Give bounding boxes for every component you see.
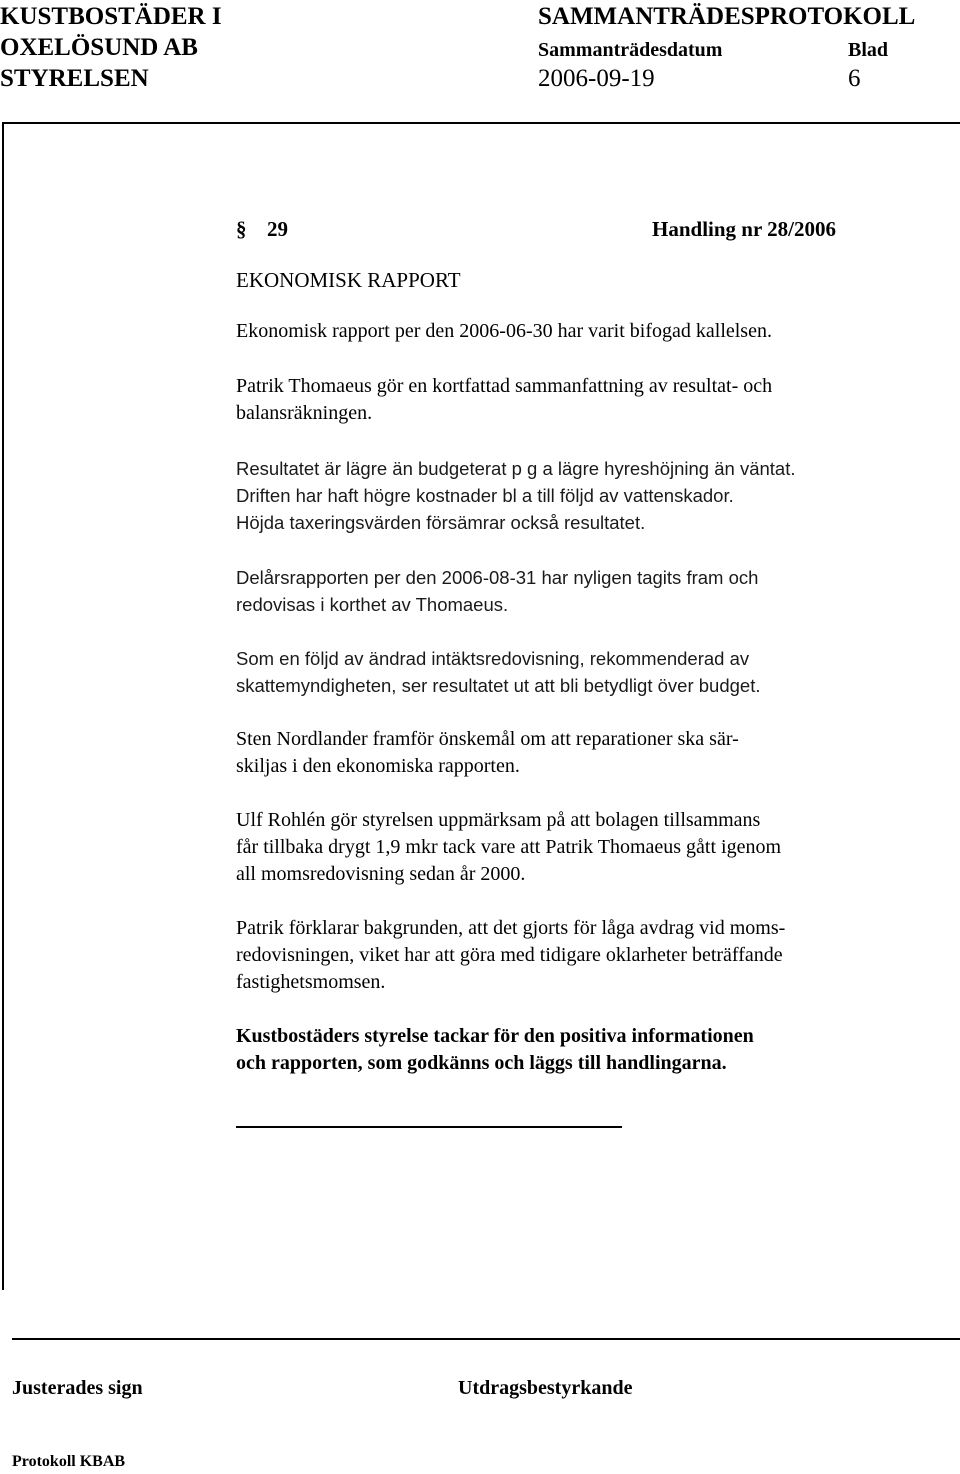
org-name-line2: OXELÖSUND AB: [0, 34, 198, 61]
paragraph-revenue-recognition: [236, 645, 760, 699]
left-margin-rule: [2, 122, 4, 1290]
paragraph-summary: [236, 373, 772, 427]
text-line: Patrik Thomaeus gör en kortfattad sammanfattning av resultat- och: [236, 375, 773, 397]
paragraph-result-explanation: [236, 455, 795, 536]
paragraph-rohlen-vat: [236, 807, 781, 888]
meeting-date-label: Sammanträdesdatum: [538, 39, 723, 61]
text-line: Ulf Rohlén gör styrelsen uppmärksam på att bolagen tillsammans: [236, 809, 761, 831]
page-number: 6: [848, 65, 861, 92]
section-sign: §: [236, 217, 247, 241]
text-line: balansräkningen.: [236, 402, 373, 424]
document-title: SAMMANTRÄDESPROTOKOLL: [538, 3, 916, 30]
section-number: 29: [267, 217, 288, 241]
paragraph-background: [236, 915, 785, 996]
text-line: redovisas i korthet av Thomaeus.: [236, 594, 509, 615]
decision-paragraph: [236, 1023, 754, 1077]
header-rule: [2, 122, 960, 124]
protocol-footer: Protokoll KBAB: [12, 1453, 126, 1470]
adjusted-sign-label: Justerades sign: [12, 1377, 143, 1399]
page-label: Blad: [848, 39, 889, 61]
text-line: Driften har haft högre kostnader bl a till följd av vattenskador.: [236, 485, 734, 506]
meeting-date: 2006-09-19: [538, 65, 655, 92]
text-line: redovisningen, viket har att göra med tidigare oklarheter beträffande: [236, 944, 783, 966]
closing-line: [236, 1126, 622, 1128]
text-line: Sten Nordlander framför önskemål om att reparationer ska sär-: [236, 728, 739, 750]
text-line: och rapporten, som godkänns och läggs till handlingarna.: [236, 1052, 727, 1074]
text-line: all momsredovisning sedan år 2000.: [236, 863, 526, 885]
section-heading: [236, 214, 288, 244]
text-line: Delårsrapporten per den 2006-08-31 har nyligen tagits fram och: [236, 567, 759, 588]
text-line: Som en följd av ändrad intäktsredovisning, rekommenderad av: [236, 648, 750, 669]
paragraph-nordlander-request: [236, 726, 739, 780]
text-line: Patrik förklarar bakgrunden, att det gjorts för låga avdrag vid moms-: [236, 917, 786, 939]
footer-rule: [12, 1338, 960, 1340]
paragraph-interim-report: [236, 564, 758, 618]
text-line: Höjda taxeringsvärden försämrar också resultatet.: [236, 512, 646, 533]
text-line: Ekonomisk rapport per den 2006-06-30 har varit bifogad kallelsen.: [236, 320, 772, 342]
text-line: fastighetsmomsen.: [236, 971, 386, 993]
org-name-line1: KUSTBOSTÄDER I: [0, 3, 222, 30]
text-line: får tillbaka drygt 1,9 mkr tack vare att Patrik Thomaeus gått igenom: [236, 836, 782, 858]
paragraph-report-attached: [236, 318, 772, 345]
text-line: skiljas i den ekonomiska rapporten.: [236, 755, 520, 777]
org-name-line3: STYRELSEN: [0, 65, 149, 92]
text-line: Resultatet är lägre än budgeterat p g a lägre hyreshöjning än väntat.: [236, 458, 796, 479]
text-line: skattemyndigheten, ser resultatet ut att bli betydligt över budget.: [236, 675, 761, 696]
handling-number: Handling nr 28/2006: [652, 217, 836, 241]
item-title: EKONOMISK RAPPORT: [236, 268, 461, 292]
text-line: Kustbostäders styrelse tackar för den positiva informationen: [236, 1025, 754, 1047]
extract-certification-label: Utdragsbestyrkande: [458, 1377, 633, 1399]
